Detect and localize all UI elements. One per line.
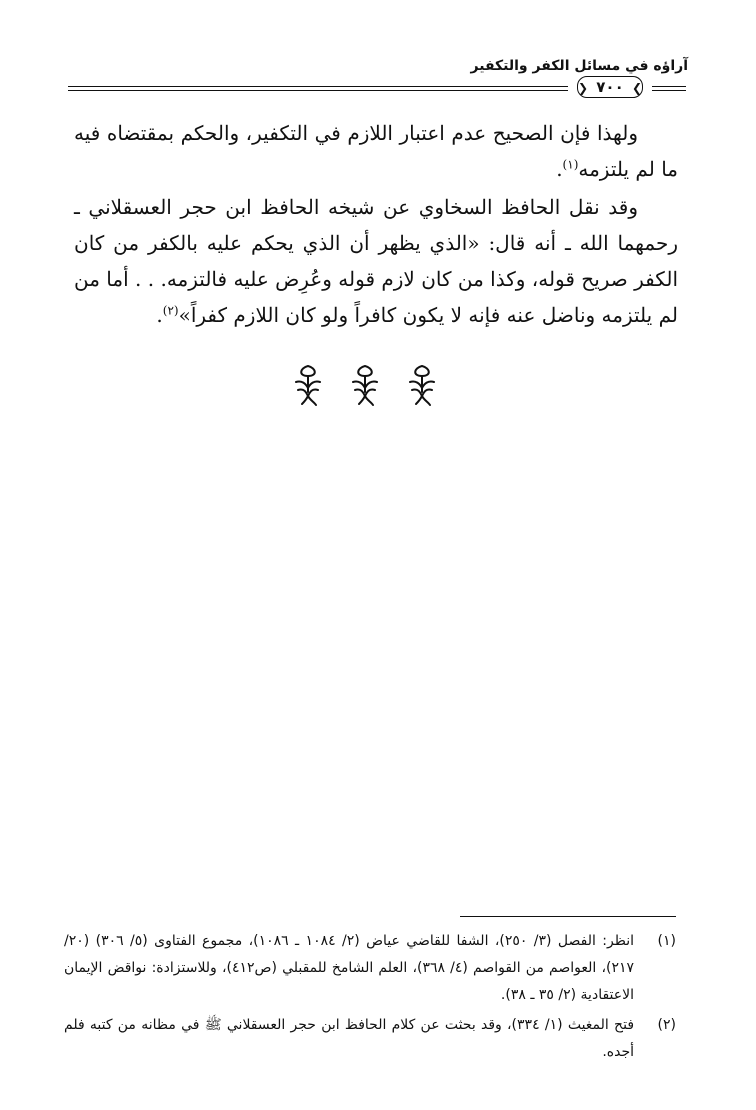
floral-divider-icon: [347, 362, 383, 408]
ornament-left-icon: ❮: [578, 81, 589, 95]
footnote-text: انظر: الفصل (٣/ ٢٥٠)، الشفا للقاضي عياض (٢/ ١٠٨٤ ـ ١٠٨٦)، مجموع الفتاوى (٥/ ٣٠٦) (٢٠/ ٢١٧)، العواصم من القواصم (٤/ ٣٦٨)، العلم الشامخ للمقبلي (ص٤١٢)، وللاستزادة: نواقض الإيمان الاعتقادية (٢/ ٣٥ ـ ٣٨).: [64, 933, 634, 1003]
paragraph-1-text: ولهذا فإن الصحيح عدم اعتبار اللازم في التكفير، والحكم بمقتضاه فيه ما لم يلتزمه: [74, 121, 678, 181]
footnote-separator: [460, 916, 676, 917]
section-end-ornaments: [290, 362, 440, 408]
body-paragraph-1: [74, 115, 678, 187]
paragraph-1-end: .: [556, 157, 563, 181]
footnote-ref-2[interactable]: (٢): [162, 303, 179, 318]
footnote-2: [64, 1012, 676, 1066]
running-title: آراؤه في مسائل الكفر والتكفير: [470, 58, 688, 74]
ornament-right-icon: ❯: [631, 81, 642, 95]
footnote-number: (٢): [657, 1017, 676, 1033]
body-paragraph-2: [74, 189, 678, 333]
page-number: ٧٠٠: [596, 78, 624, 96]
page-number-frame: [577, 76, 643, 98]
floral-divider-icon: [290, 362, 326, 408]
footnote-1: [64, 928, 676, 1009]
footnote-number: (١): [657, 933, 676, 949]
footnote-text: فتح المغيث (١/ ٣٣٤)، وقد بحثت عن كلام الحافظ ابن حجر العسقلاني ﷺ في مظانه من كتبه فلم أجده.: [64, 1017, 635, 1060]
paragraph-2-end: .: [156, 303, 163, 327]
paragraph-2-text: وقد نقل الحافظ السخاوي عن شيخه الحافظ ابن حجر العسقلاني ـ رحمهما الله ـ أنه قال: «الذي يظهر أن الذي يحكم عليه بالكفر من كان الكفر صريح قوله، وكذا من كان لازم قوله وعُرِض عليه فالتزمه. . . أما من لم يلتزمه وناضل عنه فإنه لا يكون كافراً ولو كان اللازم كفراً»: [74, 195, 678, 327]
page-number-badge: [568, 75, 652, 99]
floral-divider-icon: [404, 362, 440, 408]
footnote-ref-1[interactable]: (١): [562, 157, 579, 172]
